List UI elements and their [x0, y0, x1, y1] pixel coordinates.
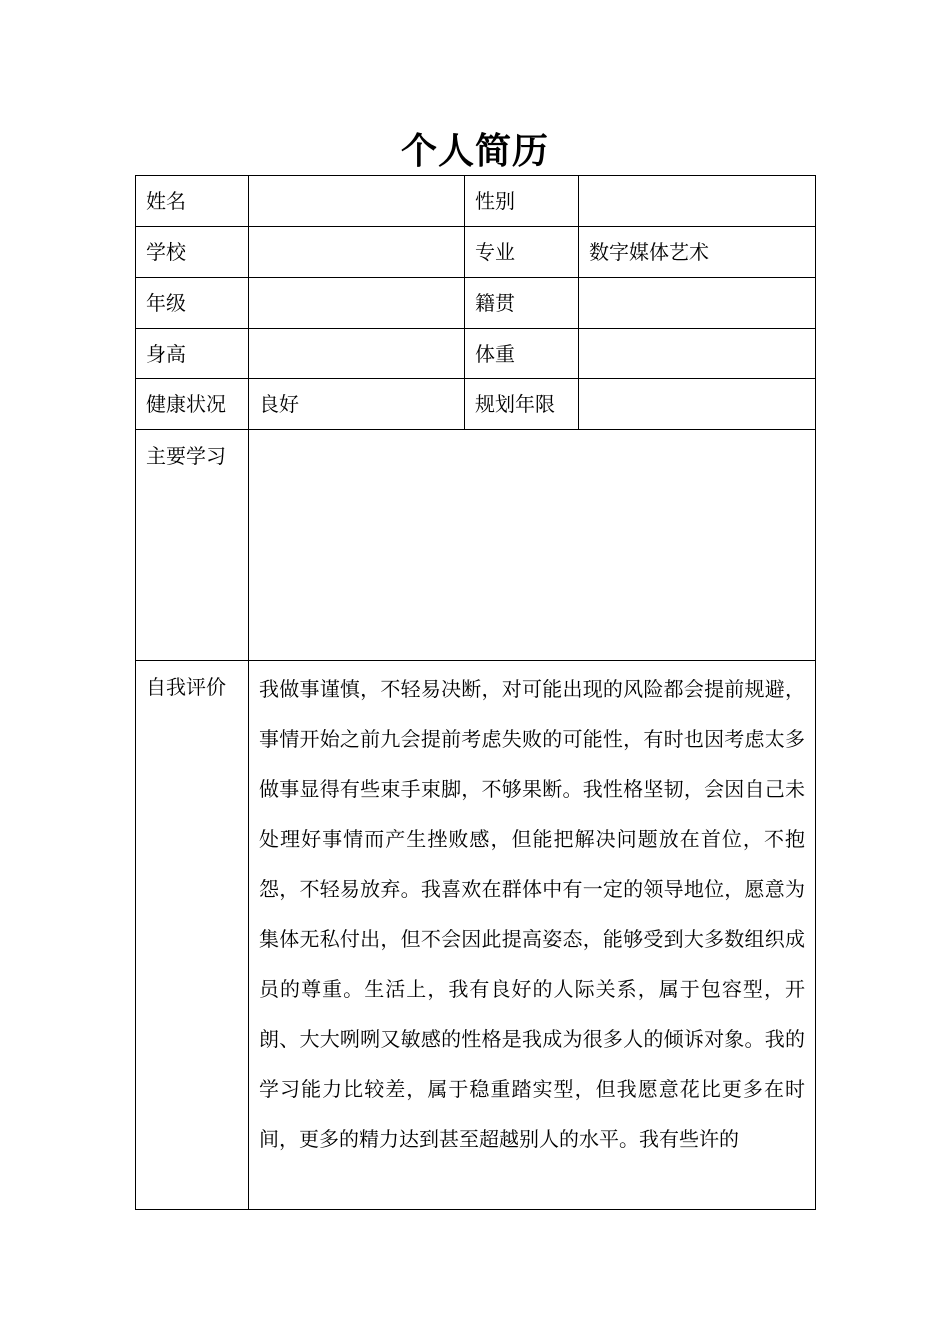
- table-row-grade: [136, 278, 816, 329]
- weight-label: 体重: [465, 329, 579, 379]
- health-value: 良好: [249, 379, 465, 430]
- height-value: [249, 329, 465, 379]
- gender-value: [579, 176, 816, 227]
- health-label: 健康状况: [136, 379, 249, 430]
- grade-label: 年级: [136, 278, 249, 329]
- height-label: 身高: [136, 329, 249, 379]
- weight-value: [579, 329, 816, 379]
- name-label: 姓名: [136, 176, 249, 227]
- table-row-name: [136, 176, 816, 227]
- gender-label: 性别: [465, 176, 579, 227]
- page-title: 个人简历: [400, 130, 549, 172]
- grade-value: [249, 278, 465, 329]
- plan-value: [579, 379, 816, 430]
- study-value: [249, 430, 816, 661]
- self-evaluation-cell: [249, 661, 816, 1210]
- origin-label: 籍贯: [465, 278, 579, 329]
- table-row-health: [136, 379, 816, 430]
- origin-value: [579, 278, 816, 329]
- plan-label: 规划年限: [465, 379, 579, 430]
- table-row-school: [136, 227, 816, 278]
- self-evaluation-text: 我做事谨慎，不轻易决断，对可能出现的风险都会提前规避，事情开始之前九会提前考虑失败的可能性，有时也因考虑太多做事显得有些束手束脚，不够果断。我性格坚韧，会因自己未处理好事情而产生挫败感，但能把解决问题放在首位，不抱怨，不轻易放弃。我喜欢在群体中有一定的领导地位，愿意为集体无私付出，但不会因此提高姿态，能够受到大多数组织成员的尊重。生活上，我有良好的人际关系，属于包容型，开朗、大大咧咧又敏感的性格是我成为很多人的倾诉对象。我的学习能力比较差，属于稳重踏实型，但我愿意花比更多在时间，更多的精力达到甚至超越别人的水平。我有些许的: [259, 677, 805, 1151]
- school-value: [249, 227, 465, 278]
- resume-table: [135, 175, 816, 1210]
- self-evaluation-label: 自我评价: [136, 661, 249, 1210]
- major-value: 数字媒体艺术: [579, 227, 816, 278]
- study-label: 主要学习: [136, 430, 249, 661]
- table-row-study: [136, 430, 816, 661]
- table-row-height: [136, 329, 816, 379]
- table-row-self-evaluation: [136, 661, 816, 1210]
- name-value: [249, 176, 465, 227]
- major-label: 专业: [465, 227, 579, 278]
- school-label: 学校: [136, 227, 249, 278]
